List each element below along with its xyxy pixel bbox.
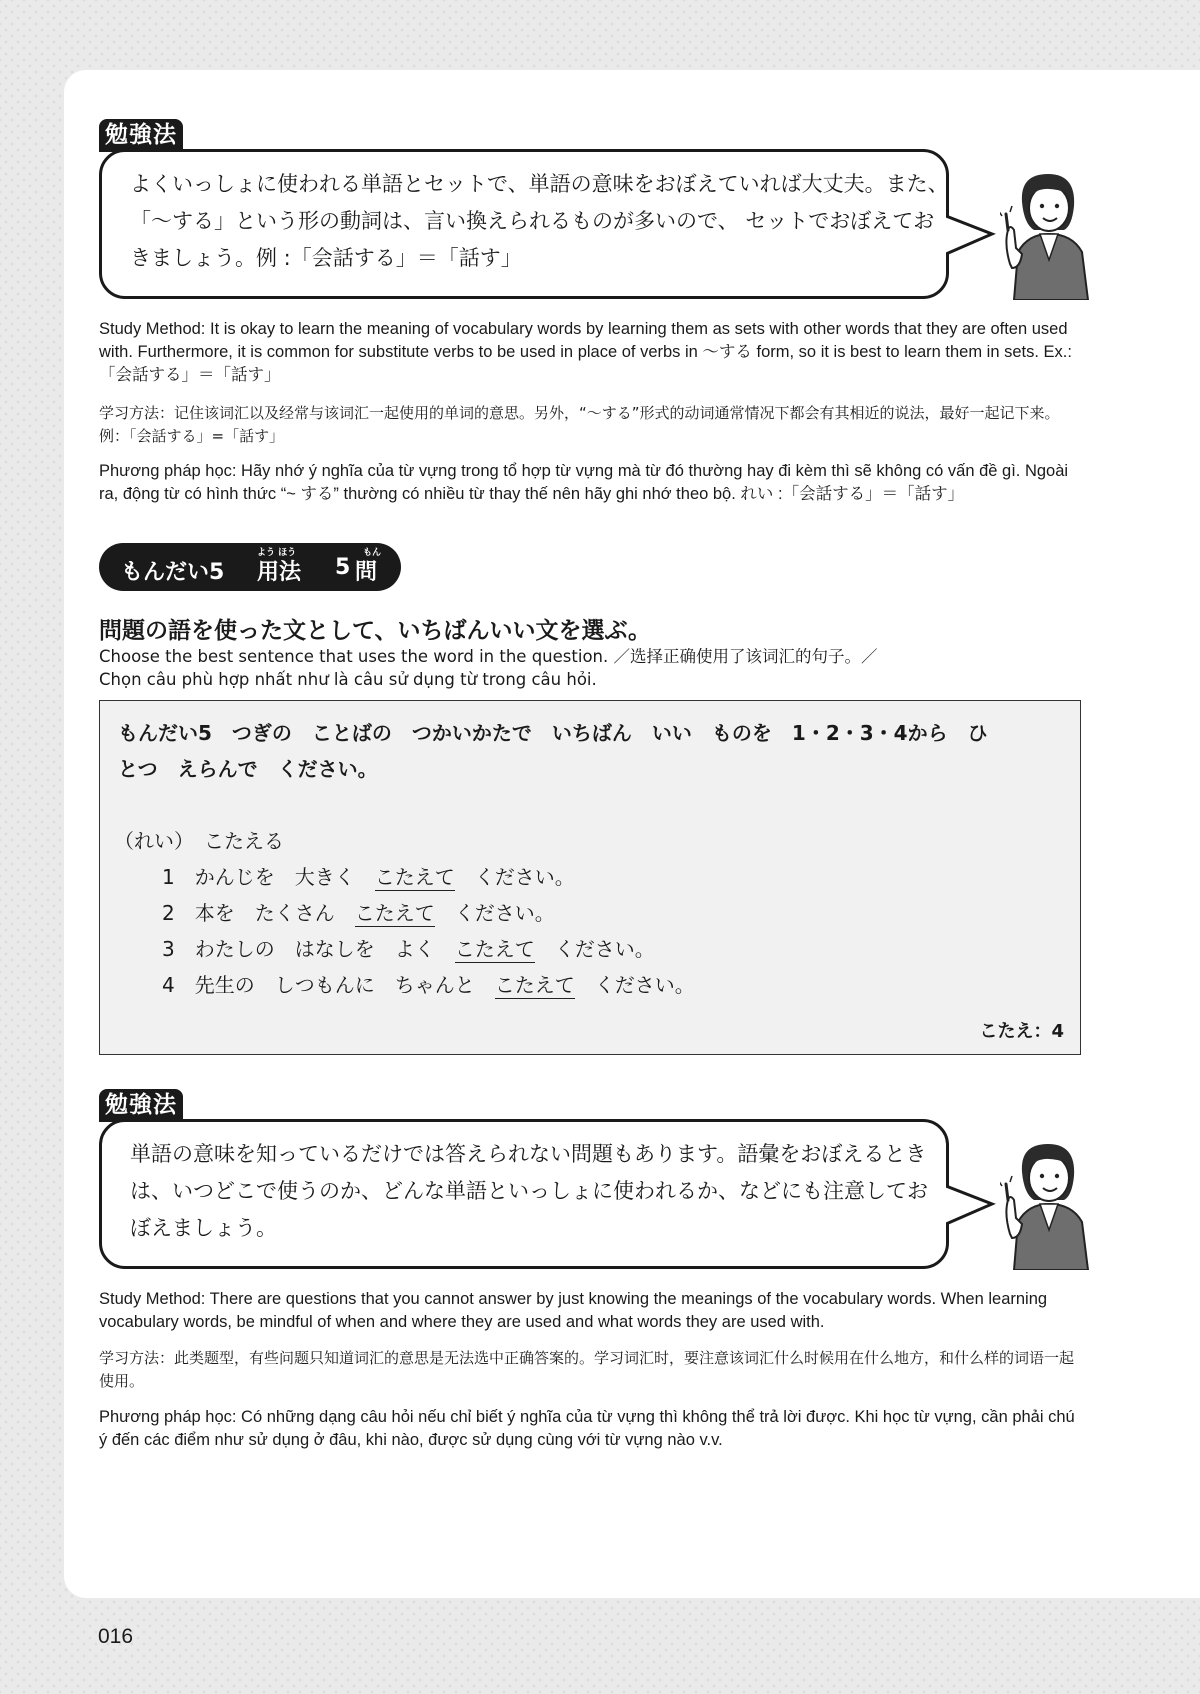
option-number: 4: [162, 973, 175, 997]
option-number: 3: [162, 937, 175, 961]
option-text: わたしの はなしを よく: [194, 937, 455, 961]
study-method-chinese: 学习方法：记住该词汇以及经常与该词汇一起使用的单词的意思。另外，“〜する”形式的动词通常情况下都会有其相近的说法，最好一起记下来。例：「会話する」=「話す」: [99, 404, 1060, 445]
study-method-chinese: 学习方法：此类题型，有些问题只知道词汇的意思是无法选中正确答案的。学习词汇时，要注意该词汇什么时候用在什么地方，和什么样的词语一起使用。: [99, 1349, 1075, 1390]
option-text: ください。: [454, 865, 575, 889]
option-text: 本を たくさん: [194, 901, 355, 925]
bubble-line: 「〜する」という形の動詞は、言い換えられるものが多いので、 セットでおぼえてお: [130, 209, 935, 233]
subtitle-line: Choose the best sentence that uses the word in the question. ／选择正确使用了该词汇的句子。／: [99, 647, 878, 666]
mondai-kanji-youhou: 用法: [257, 560, 302, 585]
bubble-line: ぼえましょう。: [130, 1216, 277, 1240]
answer-label: こたえ：4: [979, 1021, 1064, 1042]
target-word: こたえて: [354, 901, 435, 925]
ruby-yohou: よう ほう: [257, 548, 297, 558]
mondai-label: もんだい5: [121, 560, 225, 585]
bubble-line: きましょう。例 :「会話する」＝「話す」: [130, 246, 522, 270]
option-text: ください。: [534, 937, 655, 961]
study-method-vietnamese: Phương pháp học: Có những dạng câu hỏi nếu chỉ biết ý nghĩa của từ vựng thì không thể trả lời được. Khi học từ vựng, cần phải chú ý đến các điểm như sử dụng ở đâu, khi nào, được sử dụng cùng với từ vựng nào v.v.: [99, 1408, 1075, 1449]
bubble-line: 単語の意味を知っているだけでは答えられない問題もあります。語彙をおぼえるとき: [130, 1142, 927, 1166]
option-row: [162, 969, 695, 999]
option-row: [162, 861, 575, 891]
mondai-badge: [99, 543, 401, 591]
option-row: [162, 933, 655, 963]
study-method-english: Study Method: It is okay to learn the meaning of vocabulary words by learning them as sets with other words that they are often used with. Furthermore, it is common for substitute verbs to be used in place of verbs in 〜する form, so it is best to learn them in sets. Ex.:「会話する」＝「話す」: [99, 320, 1072, 384]
ruby-mon: もん: [363, 548, 382, 558]
bubble-tail-icon: [946, 1182, 996, 1232]
example-label: （れい） こたえる: [114, 829, 284, 853]
study-method-vietnamese: Phương pháp học: Hãy nhớ ý nghĩa của từ vựng trong tổ hợp từ vựng mà từ đó thường hay đi kèm thì sẽ không có vấn đề gì. Ngoài ra, động từ có hình thức “~ する” thường có nhiều từ thay thế nên hãy ghi nhớ theo bộ. れい :「会話する」＝「話す」: [99, 462, 1069, 503]
subtitle-line: Chọn câu phù hợp nhất như là câu sử dụng từ trong câu hỏi.: [99, 670, 597, 689]
option-number: 1: [162, 865, 175, 889]
study-method-tag: 勉強法: [99, 119, 183, 152]
page-number: 016: [98, 1625, 134, 1648]
option-row: [162, 897, 555, 927]
option-text: ください。: [574, 973, 695, 997]
study-method-tag: 勉強法: [99, 1089, 183, 1122]
bubble-line: は、いつどこで使うのか、どんな単語といっしょに使われるか、などにも注意してお: [130, 1179, 928, 1203]
mondai-kanji-mon: 問: [355, 560, 378, 585]
option-text: 先生の しつもんに ちゃんと: [194, 973, 495, 997]
teacher-illustration-icon: [1000, 1138, 1090, 1270]
bubble-tail-icon: [946, 212, 996, 262]
mondai-count: 5: [335, 555, 351, 580]
question-instruction: とつ えらんで ください。: [118, 757, 378, 781]
option-number: 2: [162, 901, 175, 925]
target-word: こたえて: [374, 865, 455, 889]
study-method-bubble: [99, 1119, 949, 1269]
target-word: こたえて: [454, 937, 535, 961]
study-method-bubble: [99, 149, 949, 299]
question-instruction: もんだい5 つぎの ことばの つかいかたで いちばん いい ものを 1・2・3・4から ひ: [118, 721, 988, 745]
bubble-line: よくいっしょに使われる単語とセットで、単語の意味をおぼえていれば大丈夫。また、: [130, 172, 949, 196]
section-heading: 問題の語を使った文として、いちばんいい文を選ぶ。: [99, 618, 651, 644]
option-text: かんじを 大きく: [194, 865, 375, 889]
study-method-english: Study Method: There are questions that you cannot answer by just knowing the meanings of the vocabulary words. When learning vocabulary words, be mindful of when and where they are used and what words they are used with.: [99, 1290, 1048, 1331]
target-word: こたえて: [494, 973, 575, 997]
option-text: ください。: [434, 901, 555, 925]
teacher-illustration-icon: [1000, 168, 1090, 300]
question-box: [99, 700, 1081, 1055]
